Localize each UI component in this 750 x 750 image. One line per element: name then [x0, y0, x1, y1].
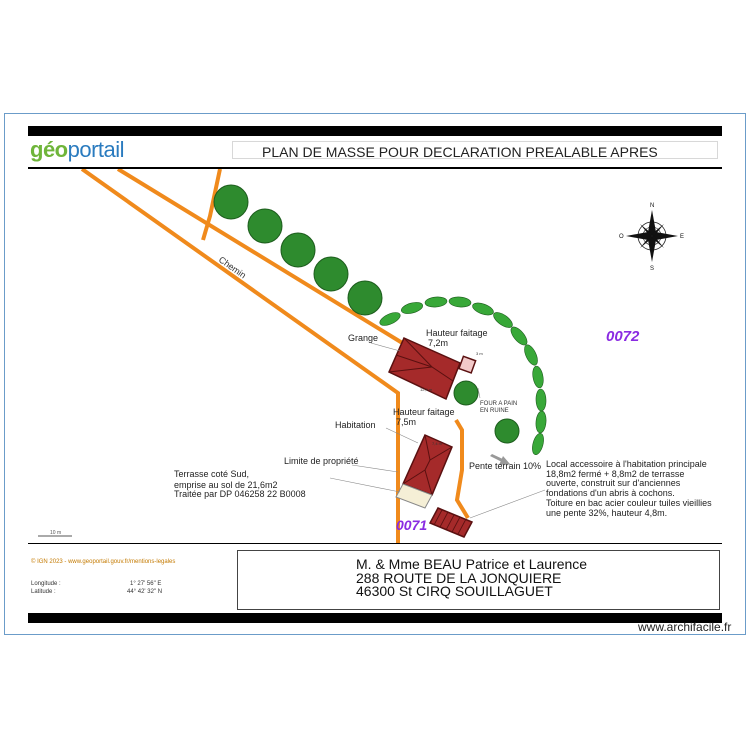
tree-3	[281, 233, 315, 267]
compass-rose	[619, 203, 684, 272]
tree-6	[454, 381, 478, 405]
tree-4	[314, 257, 348, 291]
terrace-label-line3: Traitée par DP 046258 22 B0008	[174, 489, 306, 499]
barn-label: Grange	[348, 333, 379, 343]
svg-text:3 m: 3 m	[476, 351, 483, 356]
longitude-label: Longitude :	[31, 581, 61, 587]
annex-note-line5: Toiture en bac acier couleur tuiles vieillies	[546, 498, 712, 508]
parcel-label-0071: 0071	[396, 517, 428, 533]
svg-text:12,4 m: 12,4 m	[420, 387, 433, 392]
terrace-label-line2: emprise au sol de 21,6m2	[174, 480, 278, 490]
house-label: Habitation	[335, 420, 376, 430]
parcel-label-0072: 0072	[606, 328, 640, 345]
compass-n: N	[650, 203, 655, 209]
logo-part-geo: géo	[30, 137, 68, 162]
slope-label: Pente terrain 10%	[469, 461, 542, 471]
house-height-line1: Hauteur faitage	[393, 407, 455, 417]
tree-7	[495, 419, 519, 443]
tree-row	[214, 185, 519, 443]
road-label: Chemin	[216, 254, 248, 281]
ign-credit: © IGN 2023 - www.geoportail.gouv.fr/mentions-legales	[31, 559, 176, 565]
annex-note-line3: ouverte, construit sur d'anciennes	[546, 478, 681, 488]
property-limit-label: Limite de propriété	[284, 456, 359, 466]
longitude-value: 1° 27' 56" E	[130, 581, 162, 587]
latitude-label: Latitude :	[31, 589, 56, 595]
compass-e: E	[680, 234, 685, 240]
barn-height-line2: 7,2m	[428, 338, 449, 348]
tree-1	[214, 185, 248, 219]
page-title: PLAN DE MASSE POUR DECLARATION PREALABLE APRES	[262, 144, 658, 160]
geoportail-logo	[30, 137, 124, 163]
tree-5	[348, 281, 382, 315]
annex-note-line1: Local accessoire à l'habitation principale	[546, 459, 707, 469]
owner-city: 46300 St CIRQ SOUILLAGUET	[356, 583, 553, 599]
scale-label: 10 m	[50, 530, 62, 536]
compass-s: S	[650, 266, 655, 272]
oven-label-line1: FOUR A PAIN	[480, 401, 518, 407]
annex-note-line2: 18,8m2 fermé + 8,8m2 de terrasse	[546, 469, 685, 479]
site-plan	[28, 169, 722, 544]
annex-note-line6: une pente 32%, hauteur 4,8m.	[546, 508, 668, 518]
compass-o: O	[619, 234, 624, 240]
terrace-label-line1: Terrasse coté Sud,	[174, 469, 250, 479]
annex-note-line4: fondations d'un abris à cochons.	[546, 488, 675, 498]
watermark: www.archifacile.fr	[638, 620, 732, 634]
latitude-value: 44° 42' 32" N	[127, 589, 163, 595]
owner-address: 288 ROUTE DE LA JONQUIERE	[356, 570, 562, 586]
property-limit-line	[456, 420, 468, 518]
house-building	[403, 435, 452, 495]
tree-2	[248, 209, 282, 243]
svg-text:7,4 m: 7,4 m	[432, 441, 443, 446]
house-height-line2: 7,5m	[396, 417, 417, 427]
logo-part-portail: portail	[67, 137, 125, 162]
owner-name: M. & Mme BEAU Patrice et Laurence	[356, 556, 588, 572]
barn-height-line1: Hauteur faitage	[426, 328, 488, 338]
oven-label-line2: EN RUINE	[480, 408, 509, 414]
barn-annex	[459, 356, 476, 373]
